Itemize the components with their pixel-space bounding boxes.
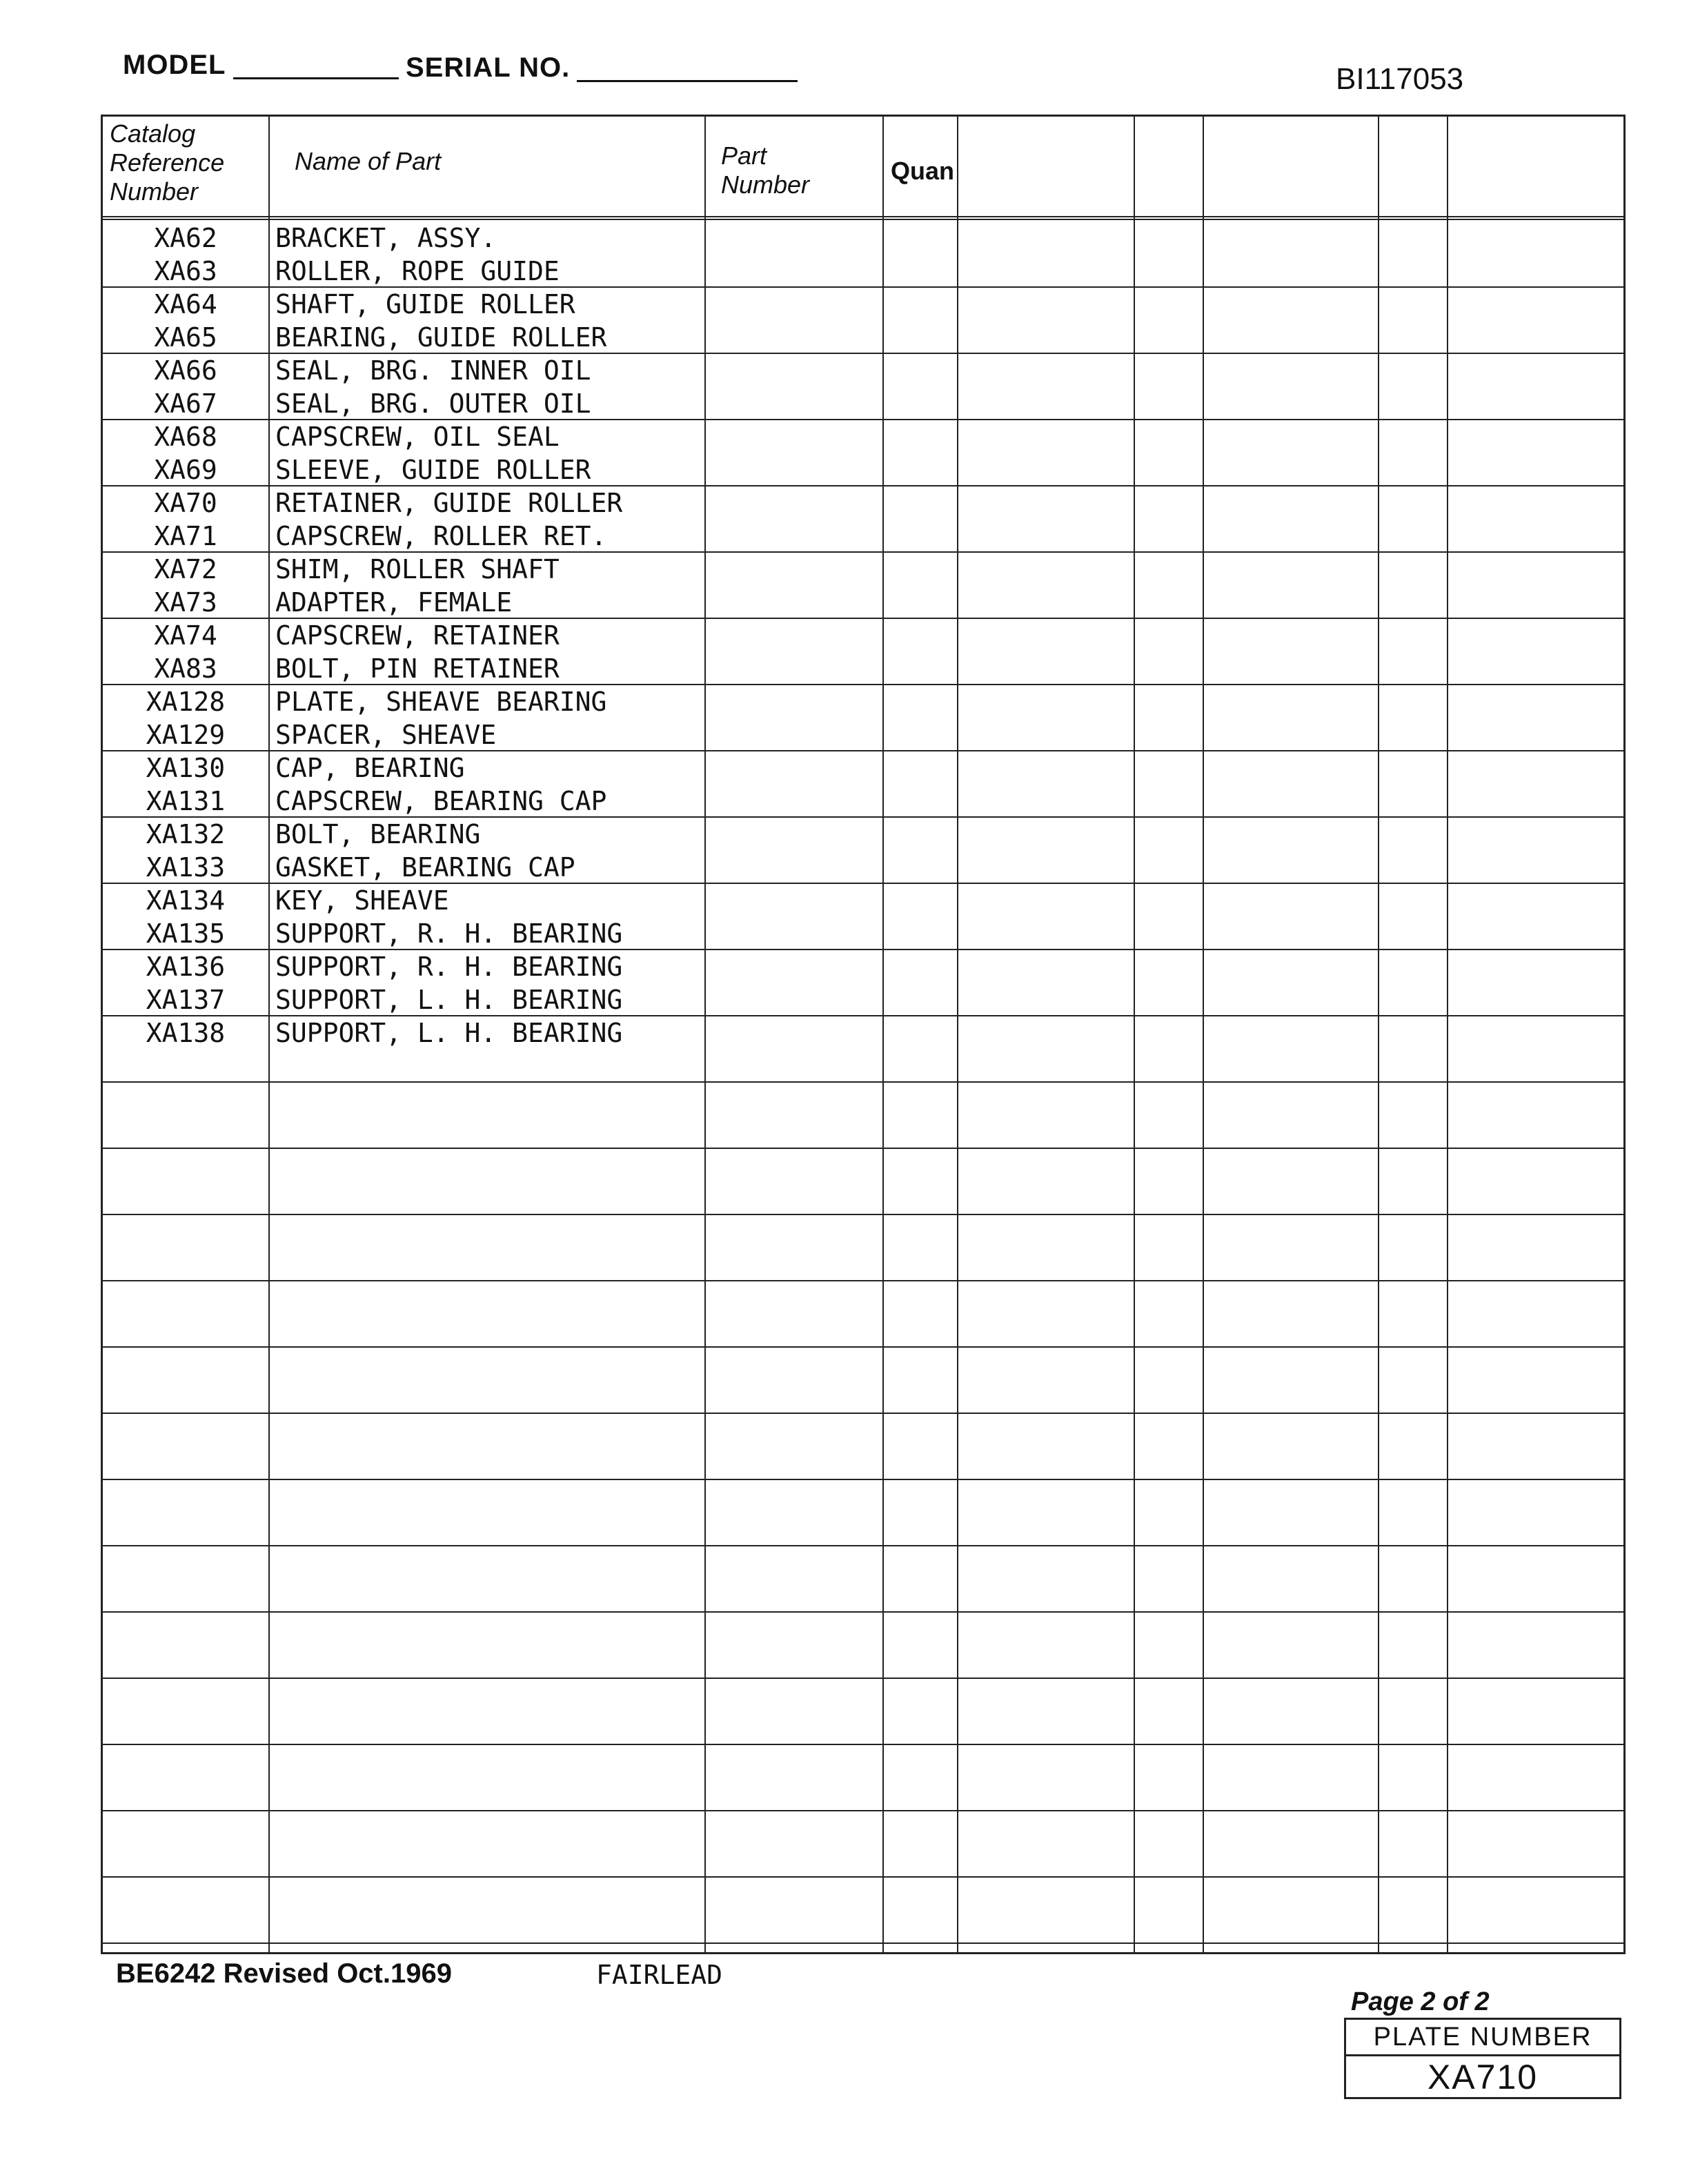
- header-quantity: Quan: [891, 157, 955, 185]
- table-row: [103, 222, 1623, 255]
- table-row: [103, 818, 1623, 851]
- row-rule: [103, 1876, 1623, 1878]
- table-row: [103, 851, 1623, 884]
- table-row: [103, 321, 1623, 354]
- row-rule: [103, 1611, 1623, 1613]
- row-rule: [103, 883, 1623, 884]
- catalog-ref-cell: XA71: [154, 521, 217, 551]
- table-row: [103, 652, 1623, 685]
- part-name-cell: BRACKET, ASSY.: [275, 223, 497, 253]
- model-label: MODEL: [123, 50, 226, 80]
- catalog-ref-cell: XA68: [154, 422, 217, 452]
- page-indicator: Page 2 of 2: [1351, 1987, 1490, 2016]
- part-name-cell: RETAINER, GUIDE ROLLER: [275, 488, 623, 518]
- table-row: [103, 1016, 1623, 1050]
- row-rule: [103, 1015, 1623, 1016]
- plate-number-title: PLATE NUMBER: [1346, 2020, 1619, 2056]
- catalog-ref-cell: XA128: [146, 687, 226, 717]
- table-row: [103, 354, 1623, 387]
- catalog-ref-cell: XA63: [154, 256, 217, 286]
- part-name-cell: BEARING, GUIDE ROLLER: [275, 322, 607, 353]
- row-rule: [103, 1942, 1623, 1944]
- document-id: BI117053: [1336, 62, 1464, 96]
- table-row: [103, 785, 1623, 818]
- row-rule: [103, 1346, 1623, 1348]
- catalog-ref-cell: XA129: [146, 720, 226, 750]
- catalog-ref-cell: XA132: [146, 819, 226, 849]
- row-rule: [103, 1678, 1623, 1679]
- table-row: [103, 255, 1623, 288]
- catalog-ref-cell: XA72: [154, 554, 217, 584]
- row-rule: [103, 1413, 1623, 1414]
- part-name-cell: SUPPORT, R. H. BEARING: [275, 952, 623, 982]
- table-row: [103, 950, 1623, 983]
- catalog-ref-cell: XA74: [154, 620, 217, 651]
- row-rule: [103, 949, 1623, 950]
- table-row: [103, 685, 1623, 718]
- header-catalog-reference: [110, 119, 264, 206]
- part-name-cell: KEY, SHEAVE: [275, 885, 449, 916]
- row-rule: [103, 1148, 1623, 1149]
- catalog-ref-cell: XA65: [154, 322, 217, 353]
- part-name-cell: CAPSCREW, OIL SEAL: [275, 422, 560, 452]
- row-rule: [103, 750, 1623, 751]
- table-row: [103, 486, 1623, 520]
- part-name-cell: CAP, BEARING: [275, 753, 465, 783]
- part-name-cell: SEAL, BRG. OUTER OIL: [275, 388, 591, 419]
- header-rule: [103, 216, 1623, 220]
- part-name-cell: BOLT, PIN RETAINER: [275, 653, 560, 684]
- catalog-ref-cell: XA130: [146, 753, 226, 783]
- catalog-ref-cell: XA134: [146, 885, 226, 916]
- table-row: [103, 553, 1623, 586]
- catalog-ref-cell: XA135: [146, 918, 226, 949]
- form-revision: BE6242 Revised Oct.1969: [116, 1958, 452, 1989]
- serial-blank-line: [577, 80, 798, 82]
- part-name-cell: BOLT, BEARING: [275, 819, 481, 849]
- part-name-cell: SLEEVE, GUIDE ROLLER: [275, 455, 591, 485]
- catalog-ref-cell: XA83: [154, 653, 217, 684]
- row-rule: [103, 684, 1623, 685]
- row-rule: [103, 551, 1623, 553]
- table-row: [103, 619, 1623, 652]
- catalog-ref-cell: XA62: [154, 223, 217, 253]
- catalog-ref-cell: XA133: [146, 852, 226, 883]
- row-rule: [103, 419, 1623, 420]
- model-blank-line: [233, 77, 399, 79]
- plate-number-value: XA710: [1427, 2058, 1539, 2096]
- catalog-ref-cell: XA138: [146, 1018, 226, 1048]
- table-row: [103, 983, 1623, 1016]
- part-name-cell: SUPPORT, L. H. BEARING: [275, 1018, 623, 1048]
- part-name-cell: SHIM, ROLLER SHAFT: [275, 554, 560, 584]
- catalog-ref-cell: XA70: [154, 488, 217, 518]
- header-part-number: [721, 141, 838, 199]
- catalog-ref-cell: XA67: [154, 388, 217, 419]
- catalog-ref-cell: XA137: [146, 985, 226, 1015]
- row-rule: [103, 1214, 1623, 1215]
- table-row: [103, 751, 1623, 785]
- catalog-ref-cell: XA69: [154, 455, 217, 485]
- table-row: [103, 586, 1623, 619]
- row-rule: [103, 618, 1623, 619]
- table-row: [103, 917, 1623, 950]
- catalog-ref-cell: XA131: [146, 786, 226, 816]
- part-name-cell: SUPPORT, R. H. BEARING: [275, 918, 623, 949]
- part-name-cell: CAPSCREW, BEARING CAP: [275, 786, 607, 816]
- parts-table: [101, 115, 1626, 1954]
- row-rule: [103, 1081, 1623, 1083]
- row-rule: [103, 1479, 1623, 1480]
- table-row: [103, 520, 1623, 553]
- catalog-ref-cell: XA66: [154, 355, 217, 386]
- row-rule: [103, 286, 1623, 288]
- header-part-number-text: Part Number: [721, 141, 810, 199]
- table-row: [103, 453, 1623, 486]
- header-catalog-text: Catalog Reference Number: [110, 119, 225, 206]
- row-rule: [103, 1810, 1623, 1811]
- row-rule: [103, 1280, 1623, 1281]
- part-name-cell: ADAPTER, FEMALE: [275, 587, 513, 618]
- catalog-ref-cell: XA64: [154, 289, 217, 319]
- part-name-cell: SPACER, SHEAVE: [275, 720, 497, 750]
- serial-label: SERIAL NO.: [406, 52, 571, 83]
- plate-number-box: [1344, 2018, 1621, 2099]
- row-rule: [103, 816, 1623, 818]
- part-name-cell: PLATE, SHEAVE BEARING: [275, 687, 607, 717]
- row-rule: [103, 1545, 1623, 1546]
- part-name-cell: CAPSCREW, RETAINER: [275, 620, 560, 651]
- table-row: [103, 884, 1623, 917]
- part-name-cell: SUPPORT, L. H. BEARING: [275, 985, 623, 1015]
- part-name-cell: SEAL, BRG. INNER OIL: [275, 355, 591, 386]
- table-row: [103, 387, 1623, 420]
- header-name-of-part: Name of Part: [295, 147, 442, 175]
- row-rule: [103, 1744, 1623, 1745]
- row-rule: [103, 485, 1623, 486]
- table-row: [103, 718, 1623, 751]
- row-rule: [103, 353, 1623, 354]
- table-row: [103, 420, 1623, 453]
- section-title: FAIRLEAD: [596, 1960, 723, 1990]
- part-name-cell: SHAFT, GUIDE ROLLER: [275, 289, 575, 319]
- catalog-ref-cell: XA73: [154, 587, 217, 618]
- part-name-cell: GASKET, BEARING CAP: [275, 852, 575, 883]
- catalog-ref-cell: XA136: [146, 952, 226, 982]
- table-row: [103, 288, 1623, 321]
- part-name-cell: ROLLER, ROPE GUIDE: [275, 256, 560, 286]
- part-name-cell: CAPSCREW, ROLLER RET.: [275, 521, 607, 551]
